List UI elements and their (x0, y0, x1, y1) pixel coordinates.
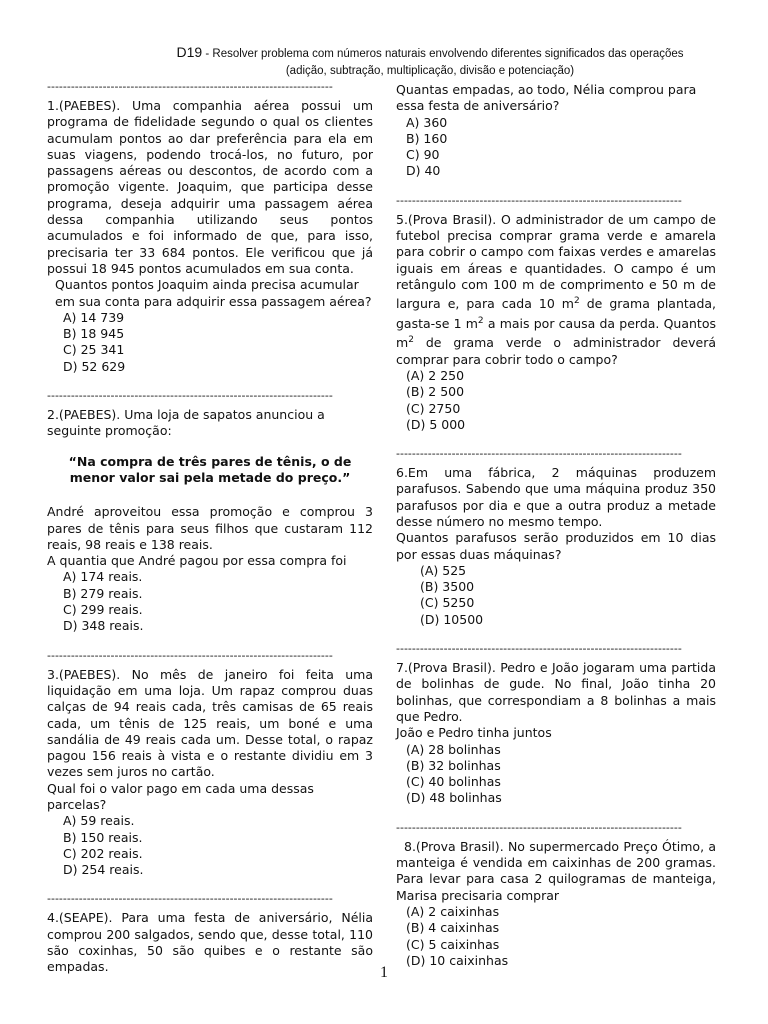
promotion-quote: “Na compra de três pares de tênis, o de menor valor sai pela metade do preço.” (68, 453, 352, 485)
question-prompt: Qual foi o valor pago em cada uma dessas parcelas? (47, 780, 314, 812)
options-list (396, 742, 716, 807)
question-text: 5.(Prova Brasil). O administrador de um campo de futebol precisa comprar grama verde e amarela para cobrir o campo com faixas verdes e amarelas iguais em áreas e quantidades. O campo é um retângulo com 100 m de comprimento e 50 m de largura e, para cada 10 $m^2$ de grama plantada, gasta-se 1 $m^2$ a mais por causa da perda. Quantos $m^2$ de grama verde o administrador deverá comprar para cobrir todo o campo? (396, 211, 717, 367)
page-number: 1 (380, 964, 388, 981)
option: (C) 5250 (420, 595, 475, 611)
question-prompt: João e Pedro tinha juntos (396, 725, 552, 741)
question-8 (396, 839, 716, 969)
question-text: 8.(Prova Brasil). No supermercado Preço Ótimo, a manteiga é vendida em caixinhas de 200 gramas. Para levar para casa 2 quilogramas de manteiga, Marisa precisaria comprar (396, 838, 716, 903)
option: A) 360 (406, 114, 448, 130)
question-prompt: A quantia que André pagou por essa compra foi (47, 553, 347, 569)
option: B) 18 945 (63, 326, 125, 342)
option: (C) 5 caixinhas (406, 936, 500, 952)
question-7 (396, 660, 716, 807)
option: (A) 2 caixinhas (406, 903, 500, 919)
options-list (47, 813, 373, 878)
option: (B) 32 bolinhas (406, 757, 501, 773)
question-text: 6.Em uma fábrica, 2 máquinas produzem parafusos. Sabendo que uma máquina produz 350 parafusos por dia e que a outra produz a metade desse número no mesmo tempo. (396, 465, 716, 529)
question-text: 1.(PAEBES). Uma companhia aérea possui um programa de fidelidade segundo o qual os clientes acumulam pontos ao dar preferência para ela em suas viagens, podendo trocá-los, no futuro, por passagens aéreas ou descontos, de acordo com a promoção vigente. Joaquim, que participa desse programa, deseja adquirir uma passagem aérea dessa companhia utilizando seus pontos acumulados e foi informado de que, para isso, precisaria ter 33 684 pontos. Ele verificou que já possui 18 945 pontos acumulados em sua conta. (47, 98, 373, 276)
option: C) 299 reais. (63, 602, 143, 618)
option: (B) 3500 (420, 579, 475, 595)
options-list (396, 115, 716, 180)
descriptor-text: Resolver problema com números naturais envolvendo diferentes significados das operações (212, 48, 684, 60)
option: B) 279 reais. (63, 585, 143, 601)
header-line-2: (adição, subtração, multiplicação, divisão e potenciação) (285, 65, 575, 77)
separator: ------------------------------------------------------------------------ (47, 648, 333, 662)
option: B) 160 (406, 130, 448, 146)
separator: ------------------------------------------------------------------------ (396, 193, 682, 207)
header-line-1: D19 - Resolver problema com números naturais envolvendo diferentes significados das operações (176, 44, 684, 60)
question-text: 4.(SEAPE). Para uma festa de aniversário, Nélia comprou 200 salgados, sendo que, desse total, 110 são coxinhas, 50 são quibes e o restante são empadas. (47, 910, 373, 975)
option: (B) 4 caixinhas (406, 920, 500, 936)
separator: ------------------------------------------------------------------------ (396, 820, 682, 834)
option: D) 40 (406, 163, 441, 179)
question-text: 2.(PAEBES). Uma loja de sapatos anunciou a seguinte promoção: (47, 407, 325, 439)
right-column (396, 82, 716, 969)
option: C) 25 341 (63, 342, 125, 358)
separator: ------------------------------------------------------------------------ (47, 892, 333, 906)
option: B) 150 reais. (63, 829, 143, 845)
option: A) 59 reais. (63, 813, 135, 829)
option: A) 174 reais. (63, 569, 143, 585)
separator: ------------------------------------------------------------------------ (396, 642, 682, 656)
options-list (396, 368, 716, 433)
option: (D) 48 bolinhas (406, 790, 502, 806)
question-prompt: Quantas empadas, ao todo, Nélia comprou para essa festa de aniversário? (396, 82, 697, 114)
options-list (396, 563, 716, 628)
option: D) 254 reais. (63, 862, 144, 878)
option: D) 348 reais. (63, 618, 144, 634)
option: (D) 10 caixinhas (406, 952, 509, 968)
option: A) 14 739 (63, 309, 125, 325)
left-column (47, 80, 373, 976)
option: (C) 2750 (406, 400, 461, 416)
question-prompt: Quantos pontos Joaquim ainda precisa acumular em sua conta para adquirir essa passagem aérea? (55, 277, 372, 309)
option: C) 202 reais. (63, 845, 143, 861)
question-4-continued (396, 82, 716, 180)
separator: ------------------------------------------------------------------------ (47, 389, 333, 403)
option: (A) 525 (420, 562, 467, 578)
option: (A) 28 bolinhas (406, 741, 501, 757)
question-1 (47, 98, 373, 375)
option: (A) 2 250 (406, 367, 465, 383)
question-text-2: André aproveitou essa promoção e comprou 3 pares de tênis para seus filhos que custaram 112 reais, 98 reais e 138 reais. (47, 504, 373, 552)
question-3 (47, 667, 373, 879)
question-text: 3.(PAEBES). No mês de janeiro foi feita uma liquidação em uma loja. Um rapaz comprou duas calças de 94 reais cada, três camisas de 65 reais cada, um tênis de 125 reais, um boné e uma sandália de 49 reais cada um. Desse total, o rapaz pagou 156 reais à vista e o restante dividiu em 3 vezes sem juros no cartão. (47, 666, 373, 780)
question-text: 7.(Prova Brasil). Pedro e João jogaram uma partida de bolinhas de gude. No final, João tinha 20 bolinhas, que correspondiam a 8 bolinhas a mais que Pedro. (396, 660, 716, 724)
option: D) 52 629 (63, 358, 126, 374)
options-list (47, 310, 373, 375)
options-list (47, 569, 373, 634)
page-header (150, 44, 710, 80)
question-prompt: Quantos parafusos serão produzidos em 10 dias por essas duas máquinas? (396, 530, 716, 562)
question-6 (396, 465, 716, 628)
option: C) 90 (406, 147, 440, 163)
option: (D) 5 000 (406, 416, 466, 432)
option: (D) 10500 (420, 611, 484, 627)
question-2 (47, 407, 373, 635)
separator: ------------------------------------------------------------------------ (396, 447, 682, 461)
descriptor-code: D19 (176, 44, 203, 60)
option: (C) 40 bolinhas (406, 774, 501, 790)
options-list (396, 904, 716, 969)
option: (B) 2 500 (406, 384, 465, 400)
question-5 (396, 212, 716, 433)
separator: ------------------------------------------------------------------------ (47, 80, 333, 93)
